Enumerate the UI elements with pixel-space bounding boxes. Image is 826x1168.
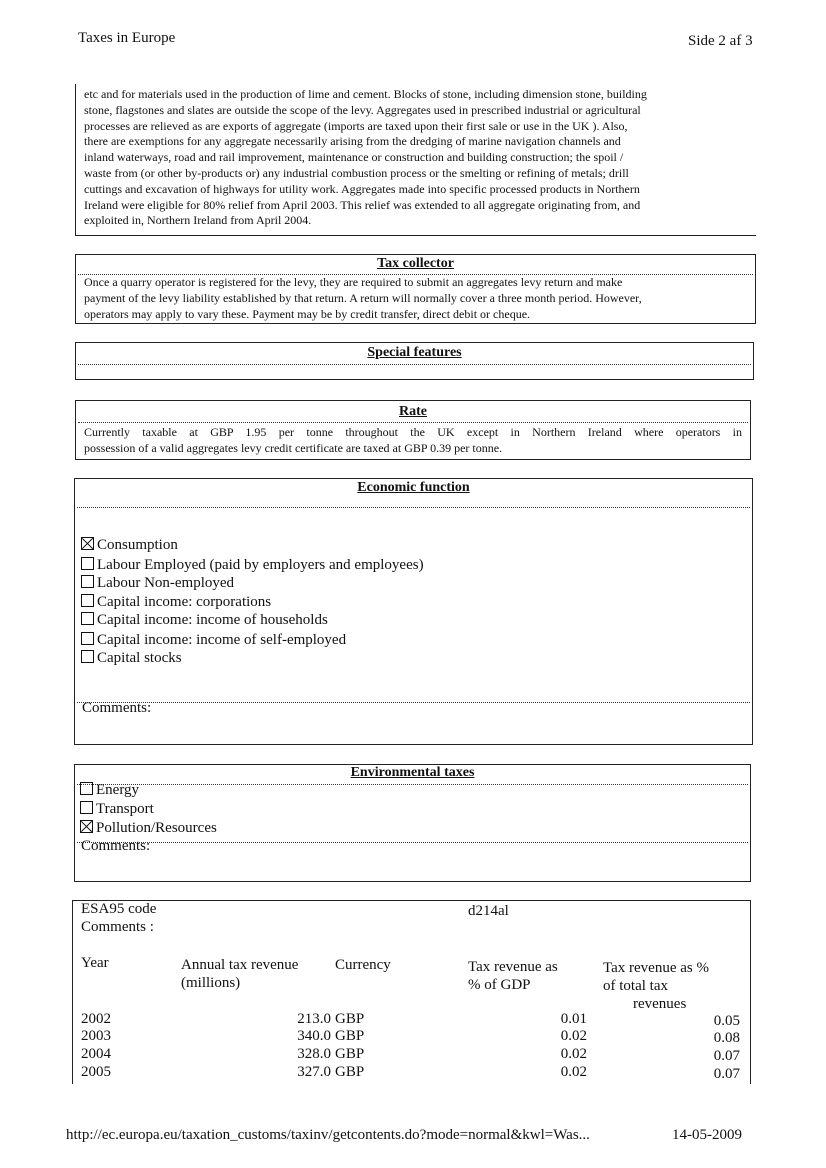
table-row xyxy=(73,1011,748,1029)
intro-line: there are exemptions for any aggregate necessarily arising from the dredging of marine navigation channels and xyxy=(84,134,621,149)
intro-line: cuttings and excavation of highways for utility work. Aggregates made into specific processed products in Northern xyxy=(84,181,640,196)
page-number: Side 2 af 3 xyxy=(688,33,753,49)
rate-line: Currently taxable at GBP 1.95 per tonne throughout the UK except in Northern Ireland where operators in xyxy=(84,425,742,439)
col-header-total: Tax revenue as % of total tax revenues xyxy=(603,960,709,1012)
checkbox-labour-non-employed[interactable] xyxy=(81,574,234,592)
col-header-year: Year xyxy=(81,955,109,971)
rate-text xyxy=(84,425,742,457)
checkbox-capital-self-employed[interactable] xyxy=(81,631,346,649)
checkbox-label: Capital income: income of households xyxy=(97,612,328,628)
cell-gdp: 0.02 xyxy=(560,1046,587,1062)
intro-line: etc and for materials used in the production of lime and cement. Blocks of stone, including dimension stone, building xyxy=(84,87,647,101)
cell-year: 2003 xyxy=(81,1028,111,1044)
section-title: Special features xyxy=(367,345,462,360)
checkbox-checked-icon[interactable] xyxy=(80,820,93,833)
cell-currency: GBP xyxy=(335,1028,365,1044)
footer-date: 14-05-2009 xyxy=(672,1127,742,1143)
checkbox-empty-icon[interactable] xyxy=(81,557,94,570)
checkbox-empty-icon[interactable] xyxy=(81,575,94,588)
checkbox-label: Pollution/Resources xyxy=(96,820,217,836)
intro-line: stone, flagstones and slates are outside the scope of the levy. Aggregates used in prescribed industrial or agricultural xyxy=(84,102,641,117)
col-header-gdp: Tax revenue as % of GDP xyxy=(468,959,558,993)
checkbox-empty-icon[interactable] xyxy=(80,801,93,814)
col-header-currency: Currency xyxy=(335,957,391,973)
checkbox-transport[interactable] xyxy=(80,800,154,818)
checkbox-pollution-resources[interactable] xyxy=(80,819,217,837)
intro-text xyxy=(84,87,748,229)
tax-collector-line: Once a quarry operator is registered for the levy, they are required to submit an aggregates levy return and make xyxy=(84,275,623,289)
cell-year: 2005 xyxy=(81,1064,111,1080)
tax-collector-line: payment of the levy liability established by that return. A return will normally cover a three month period. However, xyxy=(84,290,642,305)
checkbox-capital-households[interactable] xyxy=(81,611,328,629)
cell-currency: GBP xyxy=(335,1064,365,1080)
intro-line: inland waterways, road and rail improvement, maintenance or construction and building construction; the spoil / xyxy=(84,150,624,165)
comments-label: Comments: xyxy=(81,838,151,854)
checkbox-label: Capital stocks xyxy=(97,650,182,666)
environmental-taxes-section xyxy=(74,764,751,882)
checkbox-label: Labour Employed (paid by employers and employees) xyxy=(97,557,424,573)
esa95-section xyxy=(72,900,751,1084)
tax-collector-line: operators may apply to vary these. Payment may be by credit transfer, direct debit or cheque. xyxy=(84,306,531,321)
checkbox-label: Labour Non-employed xyxy=(97,575,235,591)
cell-revenue: 328.0 xyxy=(297,1046,331,1062)
esa95-code-label: ESA95 code xyxy=(81,901,157,917)
cell-revenue: 327.0 xyxy=(297,1064,331,1080)
tax-collector-section xyxy=(75,254,756,324)
rate-section xyxy=(75,400,751,460)
cell-gdp: 0.02 xyxy=(560,1028,587,1044)
cell-total: 0.05 xyxy=(713,1013,740,1029)
col-header-revenue: Annual tax revenue (millions) xyxy=(181,957,299,991)
section-title: Rate xyxy=(399,404,427,419)
cell-revenue: 213.0 xyxy=(297,1011,331,1027)
checkbox-checked-icon[interactable] xyxy=(81,537,94,550)
checkbox-empty-icon[interactable] xyxy=(81,612,94,625)
section-title: Environmental taxes xyxy=(350,765,475,780)
checkbox-capital-stocks[interactable] xyxy=(81,649,182,667)
intro-line: waste from (or other by-products or) any industrial combustion process or the smelting or refining of metals; drill xyxy=(84,165,629,180)
checkbox-labour-employed[interactable] xyxy=(81,556,424,574)
checkbox-label: Capital income: corporations xyxy=(97,594,272,610)
economic-function-section xyxy=(74,478,753,745)
checkbox-label: Consumption xyxy=(97,537,178,553)
intro-line: processes are relieved as are exports of aggregate (imports are taxed upon their first sale or use in the UK ). Also, xyxy=(84,118,628,133)
esa95-comments-label: Comments : xyxy=(81,919,154,935)
checkbox-empty-icon[interactable] xyxy=(80,782,93,795)
rate-line: possession of a valid aggregates levy credit certificate are taxed at GBP 0.39 per tonne. xyxy=(84,440,503,455)
cell-currency: GBP xyxy=(335,1046,365,1062)
footer-url: http://ec.europa.eu/taxation_customs/taxinv/getcontents.do?mode=normal&kwl=Was... xyxy=(66,1127,590,1143)
cell-currency: GBP xyxy=(335,1011,365,1027)
section-title: Economic function xyxy=(357,480,470,495)
page-header-title: Taxes in Europe xyxy=(78,30,176,46)
section-title: Tax collector xyxy=(377,256,454,271)
checkbox-empty-icon[interactable] xyxy=(81,632,94,645)
cell-total: 0.07 xyxy=(713,1066,740,1082)
checkbox-empty-icon[interactable] xyxy=(81,594,94,607)
intro-text-box xyxy=(75,84,756,236)
checkbox-consumption[interactable] xyxy=(81,536,178,554)
cell-revenue: 340.0 xyxy=(297,1028,331,1044)
table-row xyxy=(73,1046,748,1064)
checkbox-empty-icon[interactable] xyxy=(81,650,94,663)
comments-label: Comments: xyxy=(82,700,152,716)
cell-year: 2004 xyxy=(81,1046,111,1062)
intro-line: Ireland were eligible for 80% relief from April 2003. This relief was extended to all aggregate originating from, and xyxy=(84,197,641,212)
checkbox-capital-corporations[interactable] xyxy=(81,593,271,611)
checkbox-energy[interactable] xyxy=(80,781,139,799)
table-row xyxy=(73,1064,748,1082)
cell-total: 0.08 xyxy=(713,1030,740,1046)
special-features-section xyxy=(75,342,754,380)
cell-gdp: 0.01 xyxy=(560,1011,587,1027)
checkbox-label: Transport xyxy=(96,801,154,817)
esa95-code-value: d214al xyxy=(468,903,509,919)
checkbox-label: Energy xyxy=(96,782,140,798)
table-row xyxy=(73,1028,748,1046)
intro-line: exploited in, Northern Ireland from April 2004. xyxy=(84,213,312,228)
cell-total: 0.07 xyxy=(713,1048,740,1064)
cell-gdp: 0.02 xyxy=(560,1064,587,1080)
checkbox-label: Capital income: income of self-employed xyxy=(97,632,347,648)
tax-collector-text xyxy=(84,275,748,322)
cell-year: 2002 xyxy=(81,1011,111,1027)
